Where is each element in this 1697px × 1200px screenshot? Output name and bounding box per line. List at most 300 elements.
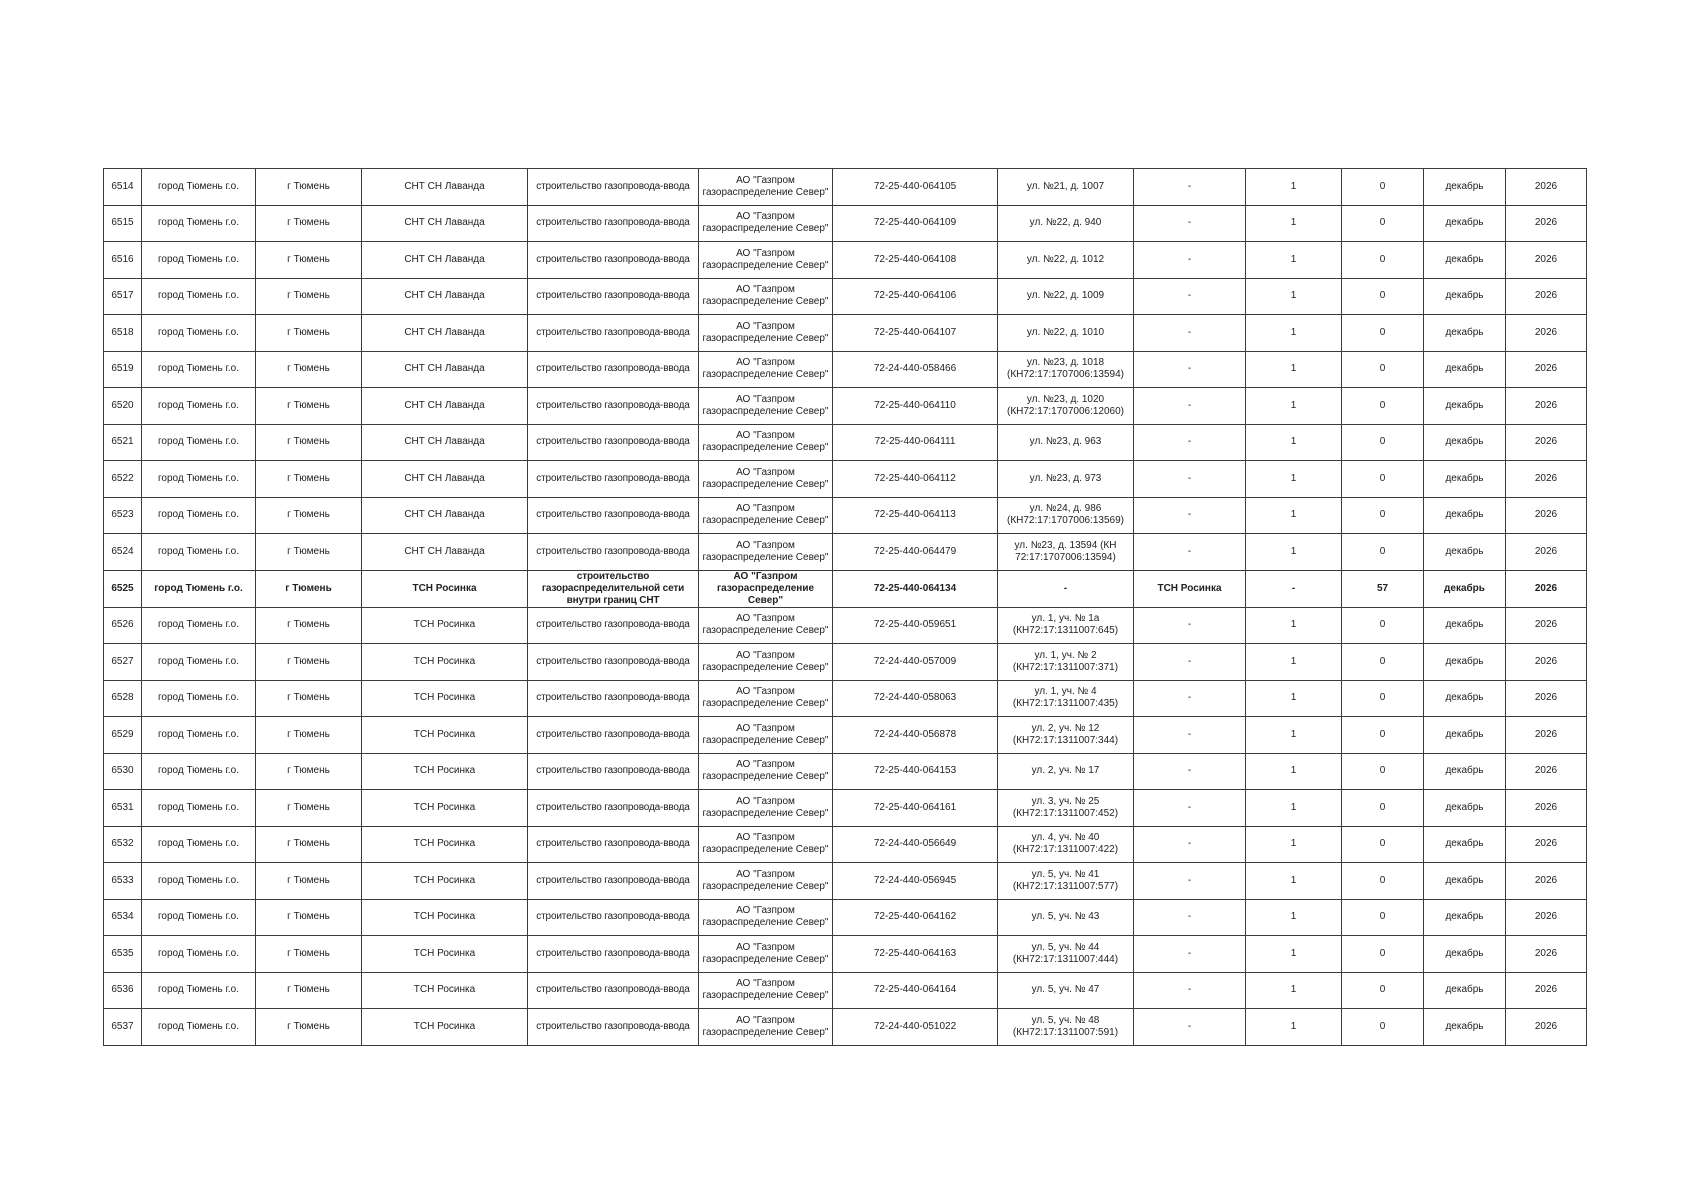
count-cell: 1 [1246, 388, 1342, 425]
month-cell: декабрь [1424, 1009, 1506, 1046]
partnership-cell: ТСН Росинка [362, 863, 528, 900]
municipality-cell: город Тюмень г.о. [142, 753, 256, 790]
municipality-cell: город Тюмень г.о. [142, 826, 256, 863]
row-number: 6526 [104, 607, 142, 644]
partnership-cell: СНТ СН Лаванда [362, 351, 528, 388]
table-body [104, 169, 1587, 1046]
month-cell: декабрь [1424, 388, 1506, 425]
year-cell: 2026 [1506, 570, 1587, 607]
table-row [104, 644, 1587, 681]
month-cell: декабрь [1424, 972, 1506, 1009]
month-cell: декабрь [1424, 717, 1506, 754]
address-cell: ул. 1, уч. № 1а (КН72:17:1311007:645) [998, 607, 1134, 644]
municipality-cell: город Тюмень г.о. [142, 169, 256, 206]
partnership-cell: ТСН Росинка [362, 680, 528, 717]
organization-cell: АО "Газпром газораспределение Север" [699, 936, 833, 973]
application-code-cell: 72-25-440-064113 [833, 497, 998, 534]
count-cell: 1 [1246, 351, 1342, 388]
partnership-cell: СНТ СН Лаванда [362, 461, 528, 498]
month-cell: декабрь [1424, 680, 1506, 717]
organization-cell: АО "Газпром газораспределение Север" [699, 680, 833, 717]
object-cell: - [1134, 863, 1246, 900]
object-cell: - [1134, 351, 1246, 388]
row-number: 6535 [104, 936, 142, 973]
partnership-cell: ТСН Росинка [362, 753, 528, 790]
application-code-cell: 72-24-440-056878 [833, 717, 998, 754]
value-cell: 0 [1342, 717, 1424, 754]
table-row [104, 863, 1587, 900]
row-number: 6518 [104, 315, 142, 352]
value-cell: 0 [1342, 644, 1424, 681]
object-cell: - [1134, 899, 1246, 936]
row-number: 6516 [104, 242, 142, 279]
city-cell: г Тюмень [256, 899, 362, 936]
city-cell: г Тюмень [256, 205, 362, 242]
month-cell: декабрь [1424, 863, 1506, 900]
city-cell: г Тюмень [256, 570, 362, 607]
work-type-cell: строительство газопровода-ввода [528, 169, 699, 206]
work-type-cell: строительство газопровода-ввода [528, 826, 699, 863]
object-cell: - [1134, 790, 1246, 827]
organization-cell: АО "Газпром газораспределение Север" [699, 278, 833, 315]
municipality-cell: город Тюмень г.о. [142, 461, 256, 498]
city-cell: г Тюмень [256, 424, 362, 461]
count-cell: 1 [1246, 936, 1342, 973]
address-cell: ул. 4, уч. № 40 (КН72:17:1311007:422) [998, 826, 1134, 863]
count-cell: 1 [1246, 534, 1342, 571]
city-cell: г Тюмень [256, 278, 362, 315]
row-number: 6528 [104, 680, 142, 717]
year-cell: 2026 [1506, 753, 1587, 790]
count-cell: 1 [1246, 826, 1342, 863]
city-cell: г Тюмень [256, 717, 362, 754]
object-cell: - [1134, 753, 1246, 790]
work-type-cell: строительство газопровода-ввода [528, 680, 699, 717]
count-cell: 1 [1246, 863, 1342, 900]
month-cell: декабрь [1424, 534, 1506, 571]
object-cell: - [1134, 826, 1246, 863]
year-cell: 2026 [1506, 461, 1587, 498]
value-cell: 0 [1342, 826, 1424, 863]
row-number: 6527 [104, 644, 142, 681]
object-cell: - [1134, 1009, 1246, 1046]
month-cell: декабрь [1424, 570, 1506, 607]
application-code-cell: 72-25-440-064164 [833, 972, 998, 1009]
month-cell: декабрь [1424, 790, 1506, 827]
table-row [104, 717, 1587, 754]
city-cell: г Тюмень [256, 972, 362, 1009]
work-type-cell: строительство газопровода-ввода [528, 424, 699, 461]
municipality-cell: город Тюмень г.о. [142, 936, 256, 973]
table-row [104, 351, 1587, 388]
partnership-cell: ТСН Росинка [362, 644, 528, 681]
year-cell: 2026 [1506, 936, 1587, 973]
month-cell: декабрь [1424, 351, 1506, 388]
value-cell: 0 [1342, 936, 1424, 973]
organization-cell: АО "Газпром газораспределение Север" [699, 644, 833, 681]
city-cell: г Тюмень [256, 753, 362, 790]
row-number: 6537 [104, 1009, 142, 1046]
month-cell: декабрь [1424, 497, 1506, 534]
month-cell: декабрь [1424, 242, 1506, 279]
address-cell: ул. №23, д. 1020 (КН72:17:1707006:12060) [998, 388, 1134, 425]
partnership-cell: ТСН Росинка [362, 1009, 528, 1046]
value-cell: 0 [1342, 388, 1424, 425]
month-cell: декабрь [1424, 644, 1506, 681]
object-cell: - [1134, 169, 1246, 206]
work-type-cell: строительство газопровода-ввода [528, 644, 699, 681]
row-number: 6536 [104, 972, 142, 1009]
table-row [104, 936, 1587, 973]
address-cell: ул. 5, уч. № 48 (КН72:17:1311007:591) [998, 1009, 1134, 1046]
address-cell: ул. 2, уч. № 12 (КН72:17:1311007:344) [998, 717, 1134, 754]
value-cell: 0 [1342, 753, 1424, 790]
object-cell: - [1134, 388, 1246, 425]
object-cell: - [1134, 424, 1246, 461]
table-row [104, 790, 1587, 827]
table-row [104, 826, 1587, 863]
row-number: 6517 [104, 278, 142, 315]
address-cell: ул. №23, д. 973 [998, 461, 1134, 498]
application-code-cell: 72-25-440-064163 [833, 936, 998, 973]
work-type-cell: строительство газопровода-ввода [528, 717, 699, 754]
application-code-cell: 72-25-440-064134 [833, 570, 998, 607]
municipality-cell: город Тюмень г.о. [142, 570, 256, 607]
value-cell: 0 [1342, 351, 1424, 388]
partnership-cell: СНТ СН Лаванда [362, 278, 528, 315]
count-cell: 1 [1246, 424, 1342, 461]
work-type-cell: строительство газопровода-ввода [528, 1009, 699, 1046]
value-cell: 0 [1342, 607, 1424, 644]
work-type-cell: строительство газопровода-ввода [528, 461, 699, 498]
partnership-cell: СНТ СН Лаванда [362, 315, 528, 352]
month-cell: декабрь [1424, 461, 1506, 498]
city-cell: г Тюмень [256, 534, 362, 571]
value-cell: 0 [1342, 972, 1424, 1009]
partnership-cell: СНТ СН Лаванда [362, 242, 528, 279]
count-cell: 1 [1246, 972, 1342, 1009]
count-cell: 1 [1246, 315, 1342, 352]
value-cell: 0 [1342, 205, 1424, 242]
municipality-cell: город Тюмень г.о. [142, 497, 256, 534]
organization-cell: АО "Газпром газораспределение Север" [699, 424, 833, 461]
city-cell: г Тюмень [256, 936, 362, 973]
partnership-cell: СНТ СН Лаванда [362, 388, 528, 425]
organization-cell: АО "Газпром газораспределение Север" [699, 169, 833, 206]
organization-cell: АО "Газпром газораспределение Север" [699, 717, 833, 754]
city-cell: г Тюмень [256, 644, 362, 681]
table-row [104, 972, 1587, 1009]
row-number: 6524 [104, 534, 142, 571]
application-code-cell: 72-25-440-064112 [833, 461, 998, 498]
object-cell: - [1134, 607, 1246, 644]
month-cell: декабрь [1424, 936, 1506, 973]
application-code-cell: 72-25-440-064161 [833, 790, 998, 827]
city-cell: г Тюмень [256, 388, 362, 425]
work-type-cell: строительство газопровода-ввода [528, 278, 699, 315]
application-code-cell: 72-25-440-064479 [833, 534, 998, 571]
city-cell: г Тюмень [256, 461, 362, 498]
row-number: 6515 [104, 205, 142, 242]
application-code-cell: 72-24-440-057009 [833, 644, 998, 681]
city-cell: г Тюмень [256, 863, 362, 900]
application-code-cell: 72-25-440-064106 [833, 278, 998, 315]
application-code-cell: 72-25-440-059651 [833, 607, 998, 644]
value-cell: 0 [1342, 315, 1424, 352]
month-cell: декабрь [1424, 826, 1506, 863]
city-cell: г Тюмень [256, 497, 362, 534]
year-cell: 2026 [1506, 680, 1587, 717]
work-type-cell: строительство газопровода-ввода [528, 607, 699, 644]
address-cell: ул. №23, д. 963 [998, 424, 1134, 461]
row-number: 6520 [104, 388, 142, 425]
partnership-cell: ТСН Росинка [362, 607, 528, 644]
row-number: 6529 [104, 717, 142, 754]
table-row [104, 424, 1587, 461]
year-cell: 2026 [1506, 899, 1587, 936]
municipality-cell: город Тюмень г.о. [142, 242, 256, 279]
year-cell: 2026 [1506, 424, 1587, 461]
value-cell: 0 [1342, 863, 1424, 900]
application-code-cell: 72-25-440-064105 [833, 169, 998, 206]
table-row [104, 570, 1587, 607]
municipality-cell: город Тюмень г.о. [142, 424, 256, 461]
value-cell: 0 [1342, 1009, 1424, 1046]
count-cell: 1 [1246, 607, 1342, 644]
count-cell: 1 [1246, 717, 1342, 754]
address-cell: ул. №22, д. 1010 [998, 315, 1134, 352]
year-cell: 2026 [1506, 388, 1587, 425]
application-code-cell: 72-25-440-064108 [833, 242, 998, 279]
year-cell: 2026 [1506, 826, 1587, 863]
row-number: 6525 [104, 570, 142, 607]
table-row [104, 461, 1587, 498]
application-code-cell: 72-25-440-064107 [833, 315, 998, 352]
value-cell: 57 [1342, 570, 1424, 607]
address-cell: - [998, 570, 1134, 607]
object-cell: ТСН Росинка [1134, 570, 1246, 607]
value-cell: 0 [1342, 169, 1424, 206]
organization-cell: АО "Газпром газораспределение Север" [699, 534, 833, 571]
address-cell: ул. 2, уч. № 17 [998, 753, 1134, 790]
address-cell: ул. 5, уч. № 47 [998, 972, 1134, 1009]
organization-cell: АО "Газпром газораспределение Север" [699, 1009, 833, 1046]
object-cell: - [1134, 242, 1246, 279]
year-cell: 2026 [1506, 169, 1587, 206]
city-cell: г Тюмень [256, 680, 362, 717]
work-type-cell: строительство газопровода-ввода [528, 790, 699, 827]
address-cell: ул. 3, уч. № 25 (КН72:17:1311007:452) [998, 790, 1134, 827]
work-type-cell: строительство газораспределительной сети внутри границ СНТ [528, 570, 699, 607]
address-cell: ул. №23, д. 1018 (КН72:17:1707006:13594) [998, 351, 1134, 388]
address-cell: ул. №21, д. 1007 [998, 169, 1134, 206]
month-cell: декабрь [1424, 607, 1506, 644]
application-code-cell: 72-24-440-056649 [833, 826, 998, 863]
city-cell: г Тюмень [256, 826, 362, 863]
table-row [104, 680, 1587, 717]
table-row [104, 607, 1587, 644]
organization-cell: АО "Газпром газораспределение Север" [699, 388, 833, 425]
object-cell: - [1134, 278, 1246, 315]
partnership-cell: ТСН Росинка [362, 717, 528, 754]
work-type-cell: строительство газопровода-ввода [528, 899, 699, 936]
municipality-cell: город Тюмень г.о. [142, 351, 256, 388]
month-cell: декабрь [1424, 205, 1506, 242]
count-cell: - [1246, 570, 1342, 607]
address-cell: ул. 5, уч. № 43 [998, 899, 1134, 936]
value-cell: 0 [1342, 242, 1424, 279]
year-cell: 2026 [1506, 497, 1587, 534]
row-number: 6534 [104, 899, 142, 936]
row-number: 6532 [104, 826, 142, 863]
application-code-cell: 72-25-440-064162 [833, 899, 998, 936]
address-cell: ул. 5, уч. № 41 (КН72:17:1311007:577) [998, 863, 1134, 900]
address-cell: ул. №24, д. 986 (КН72:17:1707006:13569) [998, 497, 1134, 534]
municipality-cell: город Тюмень г.о. [142, 278, 256, 315]
partnership-cell: СНТ СН Лаванда [362, 424, 528, 461]
year-cell: 2026 [1506, 534, 1587, 571]
table-row [104, 899, 1587, 936]
table-row [104, 169, 1587, 206]
municipality-cell: город Тюмень г.о. [142, 644, 256, 681]
count-cell: 1 [1246, 790, 1342, 827]
application-code-cell: 72-25-440-064153 [833, 753, 998, 790]
partnership-cell: ТСН Росинка [362, 936, 528, 973]
value-cell: 0 [1342, 534, 1424, 571]
work-type-cell: строительство газопровода-ввода [528, 936, 699, 973]
address-cell: ул. 1, уч. № 2 (КН72:17:1311007:371) [998, 644, 1134, 681]
month-cell: декабрь [1424, 753, 1506, 790]
partnership-cell: ТСН Росинка [362, 972, 528, 1009]
row-number: 6533 [104, 863, 142, 900]
organization-cell: АО "Газпром газораспределение Север" [699, 461, 833, 498]
work-type-cell: строительство газопровода-ввода [528, 753, 699, 790]
value-cell: 0 [1342, 790, 1424, 827]
partnership-cell: СНТ СН Лаванда [362, 205, 528, 242]
count-cell: 1 [1246, 644, 1342, 681]
municipality-cell: город Тюмень г.о. [142, 534, 256, 571]
table-row [104, 497, 1587, 534]
year-cell: 2026 [1506, 205, 1587, 242]
year-cell: 2026 [1506, 717, 1587, 754]
application-code-cell: 72-24-440-058466 [833, 351, 998, 388]
count-cell: 1 [1246, 278, 1342, 315]
count-cell: 1 [1246, 1009, 1342, 1046]
table-row [104, 1009, 1587, 1046]
value-cell: 0 [1342, 497, 1424, 534]
city-cell: г Тюмень [256, 1009, 362, 1046]
count-cell: 1 [1246, 753, 1342, 790]
row-number: 6530 [104, 753, 142, 790]
organization-cell: АО "Газпром газораспределение Север" [699, 497, 833, 534]
address-cell: ул. 1, уч. № 4 (КН72:17:1311007:435) [998, 680, 1134, 717]
year-cell: 2026 [1506, 644, 1587, 681]
application-code-cell: 72-24-440-051022 [833, 1009, 998, 1046]
municipality-cell: город Тюмень г.о. [142, 315, 256, 352]
year-cell: 2026 [1506, 1009, 1587, 1046]
object-cell: - [1134, 315, 1246, 352]
row-number: 6514 [104, 169, 142, 206]
table-row [104, 205, 1587, 242]
table-row [104, 753, 1587, 790]
row-number: 6519 [104, 351, 142, 388]
address-cell: ул. 5, уч. № 44 (КН72:17:1311007:444) [998, 936, 1134, 973]
city-cell: г Тюмень [256, 790, 362, 827]
address-cell: ул. №23, д. 13594 (КН 72:17:1707006:13594) [998, 534, 1134, 571]
partnership-cell: ТСН Росинка [362, 826, 528, 863]
count-cell: 1 [1246, 205, 1342, 242]
organization-cell: АО "Газпром газораспределение Север" [699, 826, 833, 863]
month-cell: декабрь [1424, 315, 1506, 352]
object-cell: - [1134, 205, 1246, 242]
work-type-cell: строительство газопровода-ввода [528, 972, 699, 1009]
partnership-cell: ТСН Росинка [362, 790, 528, 827]
organization-cell: АО "Газпром газораспределение Север" [699, 242, 833, 279]
organization-cell: АО "Газпром газораспределение Север" [699, 972, 833, 1009]
object-cell: - [1134, 644, 1246, 681]
city-cell: г Тюмень [256, 315, 362, 352]
organization-cell: АО "Газпром газораспределение Север" [699, 351, 833, 388]
object-cell: - [1134, 497, 1246, 534]
partnership-cell: ТСН Росинка [362, 570, 528, 607]
address-cell: ул. №22, д. 940 [998, 205, 1134, 242]
municipality-cell: город Тюмень г.о. [142, 899, 256, 936]
municipality-cell: город Тюмень г.о. [142, 388, 256, 425]
work-type-cell: строительство газопровода-ввода [528, 351, 699, 388]
count-cell: 1 [1246, 242, 1342, 279]
row-number: 6521 [104, 424, 142, 461]
year-cell: 2026 [1506, 315, 1587, 352]
month-cell: декабрь [1424, 278, 1506, 315]
municipality-cell: город Тюмень г.о. [142, 607, 256, 644]
city-cell: г Тюмень [256, 351, 362, 388]
work-type-cell: строительство газопровода-ввода [528, 242, 699, 279]
value-cell: 0 [1342, 680, 1424, 717]
address-cell: ул. №22, д. 1009 [998, 278, 1134, 315]
work-type-cell: строительство газопровода-ввода [528, 497, 699, 534]
count-cell: 1 [1246, 680, 1342, 717]
year-cell: 2026 [1506, 790, 1587, 827]
month-cell: декабрь [1424, 899, 1506, 936]
organization-cell: АО "Газпром газораспределение Север" [699, 790, 833, 827]
work-type-cell: строительство газопровода-ввода [528, 205, 699, 242]
value-cell: 0 [1342, 899, 1424, 936]
row-number: 6523 [104, 497, 142, 534]
value-cell: 0 [1342, 278, 1424, 315]
work-type-cell: строительство газопровода-ввода [528, 534, 699, 571]
organization-cell: АО "Газпром газораспределение Север" [699, 315, 833, 352]
work-type-cell: строительство газопровода-ввода [528, 315, 699, 352]
city-cell: г Тюмень [256, 242, 362, 279]
partnership-cell: СНТ СН Лаванда [362, 497, 528, 534]
count-cell: 1 [1246, 169, 1342, 206]
application-code-cell: 72-25-440-064111 [833, 424, 998, 461]
application-code-cell: 72-24-440-058063 [833, 680, 998, 717]
organization-cell: АО "Газпром газораспределение Север" [699, 753, 833, 790]
work-type-cell: строительство газопровода-ввода [528, 388, 699, 425]
object-cell: - [1134, 461, 1246, 498]
municipality-cell: город Тюмень г.о. [142, 680, 256, 717]
municipality-cell: город Тюмень г.о. [142, 717, 256, 754]
object-cell: - [1134, 680, 1246, 717]
municipality-cell: город Тюмень г.о. [142, 1009, 256, 1046]
table-row [104, 315, 1587, 352]
count-cell: 1 [1246, 497, 1342, 534]
value-cell: 0 [1342, 424, 1424, 461]
city-cell: г Тюмень [256, 169, 362, 206]
table-row [104, 534, 1587, 571]
year-cell: 2026 [1506, 278, 1587, 315]
